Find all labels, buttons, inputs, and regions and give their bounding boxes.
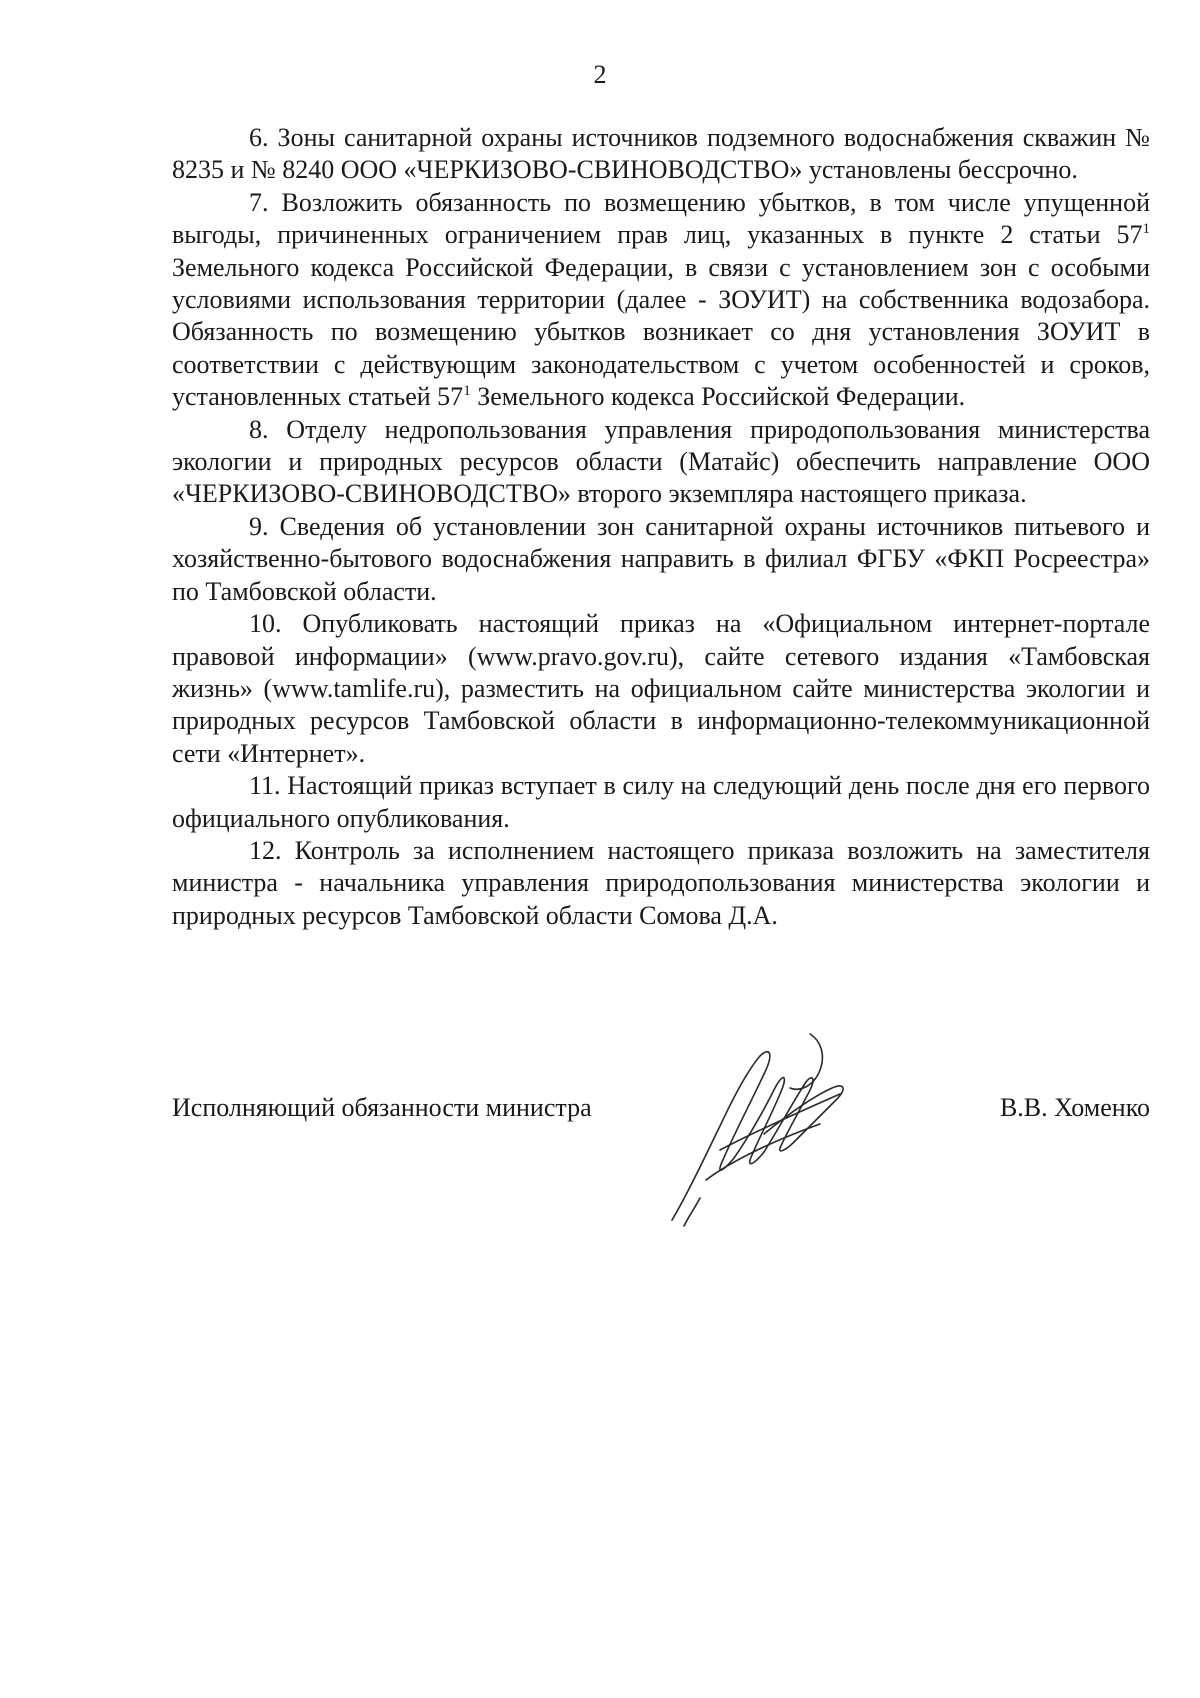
page-number: 2 [593,60,607,89]
paragraph-12: 12. Контроль за исполнением настоящего приказа возложить на заместителя министра - начальника управления природопользования министерства экологии и природных ресурсов Тамбовской области Сомова Д.А. [172,835,1150,930]
paragraph-10: 10. Опубликовать настоящий приказ на «Официальном интернет-портале правовой информации» (www.pravo.gov.ru), сайте сетевого издания «Тамбовская жизнь» (www.tamlife.ru), разместить на официальном сайте министерства экологии и природных ресурсов Тамбовской области в информационно-телекоммуникационной сети «Интернет». [172,609,1150,768]
handwritten-signature [660,1030,860,1230]
signatory-name: В.В. Хоменко [999,1093,1150,1122]
superscript-1: 1 [1142,221,1150,238]
paragraph-6: 6. Зоны санитарной охраны источников подземного водоснабжения скважин № 8235 и № 8240 ООО «ЧЕРКИЗОВО-СВИНОВОДСТВО» установлены бессрочно. [172,123,1150,185]
paragraph-7 [172,187,1150,414]
superscript-1: 1 [463,383,471,400]
paragraph-7-part1: 7. Возложить обязанность по возмещению убытков, в том числе упущенной выгоды, причиненных ограничением прав лиц, указанных в пункте 2 статьи 57 [172,187,1150,250]
signatory-position: Исполняющий обязанности министра [172,1093,592,1122]
paragraph-7-part3: Земельного кодекса Российской Федерации. [470,382,966,412]
document-body [172,122,1150,932]
paragraph-11: 11. Настоящий приказ вступает в силу на следующий день после дня его первого официального опубликования. [172,771,1150,833]
paragraph-9: 9. Сведения об установлении зон санитарной охраны источников питьевого и хозяйственно-бытового водоснабжения направить в филиал ФГБУ «ФКП Росреестра» по Тамбовской области. [172,511,1150,606]
paragraph-8: 8. Отделу недропользования управления природопользования министерства экологии и природных ресурсов области (Матайс) обеспечить направление ООО «ЧЕРКИЗОВО-СВИНОВОДСТВО» второго экземпляра настоящего приказа. [172,414,1150,509]
paragraph-7-part2: Земельного кодекса Российской Федерации, в связи с установлением зон с особыми условиями использования территории (далее - ЗОУИТ) на собственника водозабора. Обязанность по возмещению убытков возникает со дня установления ЗОУИТ в соответствии с действующим законодательством с учетом особенностей и сроков, установленных статьей 57 [172,252,1150,412]
